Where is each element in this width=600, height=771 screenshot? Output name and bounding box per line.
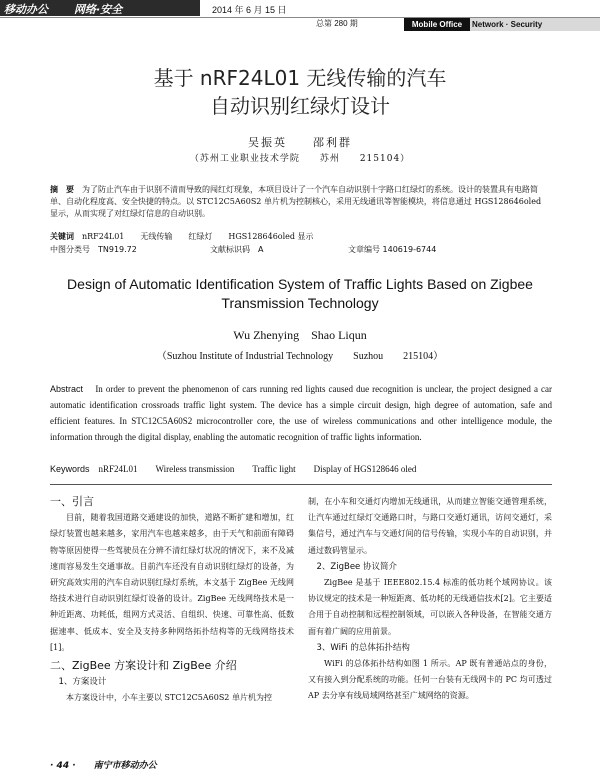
paragraph-continued: 制，在小车和交通灯内增加无线通讯，从而建立智能交通管理系统，让汽车通过红绿灯交通路口时，与路口交通灯通讯，访问交通灯，采集信号，通过汽车与交通灯间的信号传输，实现小车的自动识别，并通过数码管显示。 bbox=[308, 497, 552, 555]
heading-zigbee-design: 二、ZigBee 方案设计和 ZigBee 介绍 bbox=[50, 659, 237, 673]
magazine-name-b: Network · Security bbox=[470, 18, 600, 31]
authors-en: Wu Zhenying Shao Liqun bbox=[233, 328, 367, 342]
paragraph-introduction: 目前，随着我国道路交通建设的加快，道路不断扩建和增加，红绿灯装置也越来越多，家用汽车也越来越多，由于天气和前面有障碍物等原因使得一些驾驶员在分辨不清红绿灯状况的情况下，来不及减速而容易发生交通事故。目前汽车还没有自动识别红绿灯的设备，为研究高效实用的汽车自动识别红绿灯系统，本文基于 ZigBee 无线网络技术进行自动识别红绿灯设备的设计。ZigBee 无线网络技术是一种近距离、功耗低，组网方式灵活、自组织、快速、可靠性高、低数据速率、低成本、安全及支持多种网络拓扑结构等的无线网络技术[1]。 bbox=[50, 513, 294, 652]
keywords-en-text: nRF24L01 Wireless transmission Traffic light Display of HGS128646 oled bbox=[98, 464, 417, 474]
title-en bbox=[40, 275, 560, 313]
body-right-column bbox=[308, 494, 552, 705]
title-en-line1: Design of Automatic Identification System of Traffic Lights Based on Zigbee bbox=[67, 276, 533, 292]
body-left-column bbox=[50, 494, 294, 707]
magazine-name-a: Mobile Office bbox=[404, 18, 470, 31]
article-number: 文章编号 140619-6744 bbox=[348, 245, 437, 254]
section-left-label: 移动办公 bbox=[4, 3, 48, 16]
title-cn-line2: 自动识别红绿灯设计 bbox=[210, 94, 390, 118]
abstract-cn-label: 摘 要 bbox=[50, 185, 74, 194]
document-code: 文献标识码 A bbox=[210, 245, 264, 254]
abstract-cn-text: 为了防止汽车由于识别不清而导致的闯红灯现象，本项目设计了一个汽车自动识别十字路口红绿灯的系统。设计的装置具有电路简单、自动化程度高、安全快捷的特点。以 STC12C5A60S2 单片机为控制核心，采用无线通讯等智能模块，将信息通过 HGS128646oled 显示，从而实现了对红绿灯信息的自动识别。 bbox=[50, 185, 542, 218]
abstract-en-text: In order to prevent the phenomenon of cars running red lights caused due recognition is unclear, the project designed a car automatic identification crossroads traffic light system. The device has a simple circuit design, high degree of automation, safe and efficient features. In STC12C5A60S2 microcontroller core, the use of wireless communications and other intelligence module, the information through the digital display, enabling the automatic recognition of traffic lights information. bbox=[50, 384, 552, 442]
abstract-en-label: Abstract bbox=[50, 384, 84, 394]
title-en-line2: Transmission Technology bbox=[221, 295, 379, 311]
section-right-label: 网络·安全 bbox=[74, 3, 123, 16]
paragraph-zigbee-protocol: ZigBee 是基于 IEEE802.15.4 标准的低功耗个域网协议。该协议规定的技术是一种短距离、低功耗的无线通信技术[2]。它主要适合用于自动控制和远程控制领域，可以嵌入各种设备，在智能交通方面有着广阔的应用前景。 bbox=[308, 578, 552, 636]
keywords-en bbox=[50, 462, 416, 475]
heading-scheme-design: 1、方案设计 bbox=[58, 677, 107, 688]
heading-introduction: 一、引言 bbox=[50, 495, 94, 508]
abstract-cn bbox=[50, 184, 550, 220]
heading-wifi-topology: 3、WiFi 的总体拓扑结构 bbox=[316, 642, 410, 653]
clc-number: 中图分类号 TN919.72 bbox=[50, 245, 137, 254]
paragraph-scheme-design: 本方案设计中，小车主要以 STC12C5A60S2 单片机为控 bbox=[66, 693, 272, 703]
keywords-cn-label: 关键词 bbox=[50, 232, 74, 241]
keywords-cn bbox=[50, 231, 550, 243]
heading-zigbee-protocol: 2、ZigBee 协议简介 bbox=[316, 561, 397, 572]
title-cn-line1: 基于 nRF24L01 无线传输的汽车 bbox=[153, 66, 447, 90]
authors-cn: 吴振英 邵利群 bbox=[248, 136, 352, 149]
abstract-en bbox=[50, 381, 552, 445]
keywords-cn-text: nRF24L01 无线传输 红绿灯 HGS128646oled 显示 bbox=[82, 232, 314, 241]
section-divider bbox=[50, 484, 552, 485]
affiliation-en: （Suzhou Institute of Industrial Technology Suzhou 215104） bbox=[156, 351, 444, 362]
magazine-banner bbox=[404, 18, 600, 31]
issue-date: 2014 年 6 月 15 日 bbox=[212, 5, 287, 15]
paragraph-wifi-topology: WiFi 的总体拓扑结构如图 1 所示。AP 既有普通站点的身份，又有接入到分配系统的功能。任何一台装有无线网卡的 PC 均可透过 AP 去分享有线局域网络甚至广域网络的资源。 bbox=[308, 659, 552, 701]
section-banner bbox=[0, 0, 200, 16]
page-footer: · 44 · 南宁市移动办公 bbox=[50, 761, 157, 771]
affiliation-cn: （苏州工业职业技术学院 苏州 215104） bbox=[189, 154, 411, 164]
keywords-en-label: Keywords bbox=[50, 464, 90, 474]
issue-number: 总第 280 期 bbox=[316, 19, 358, 28]
